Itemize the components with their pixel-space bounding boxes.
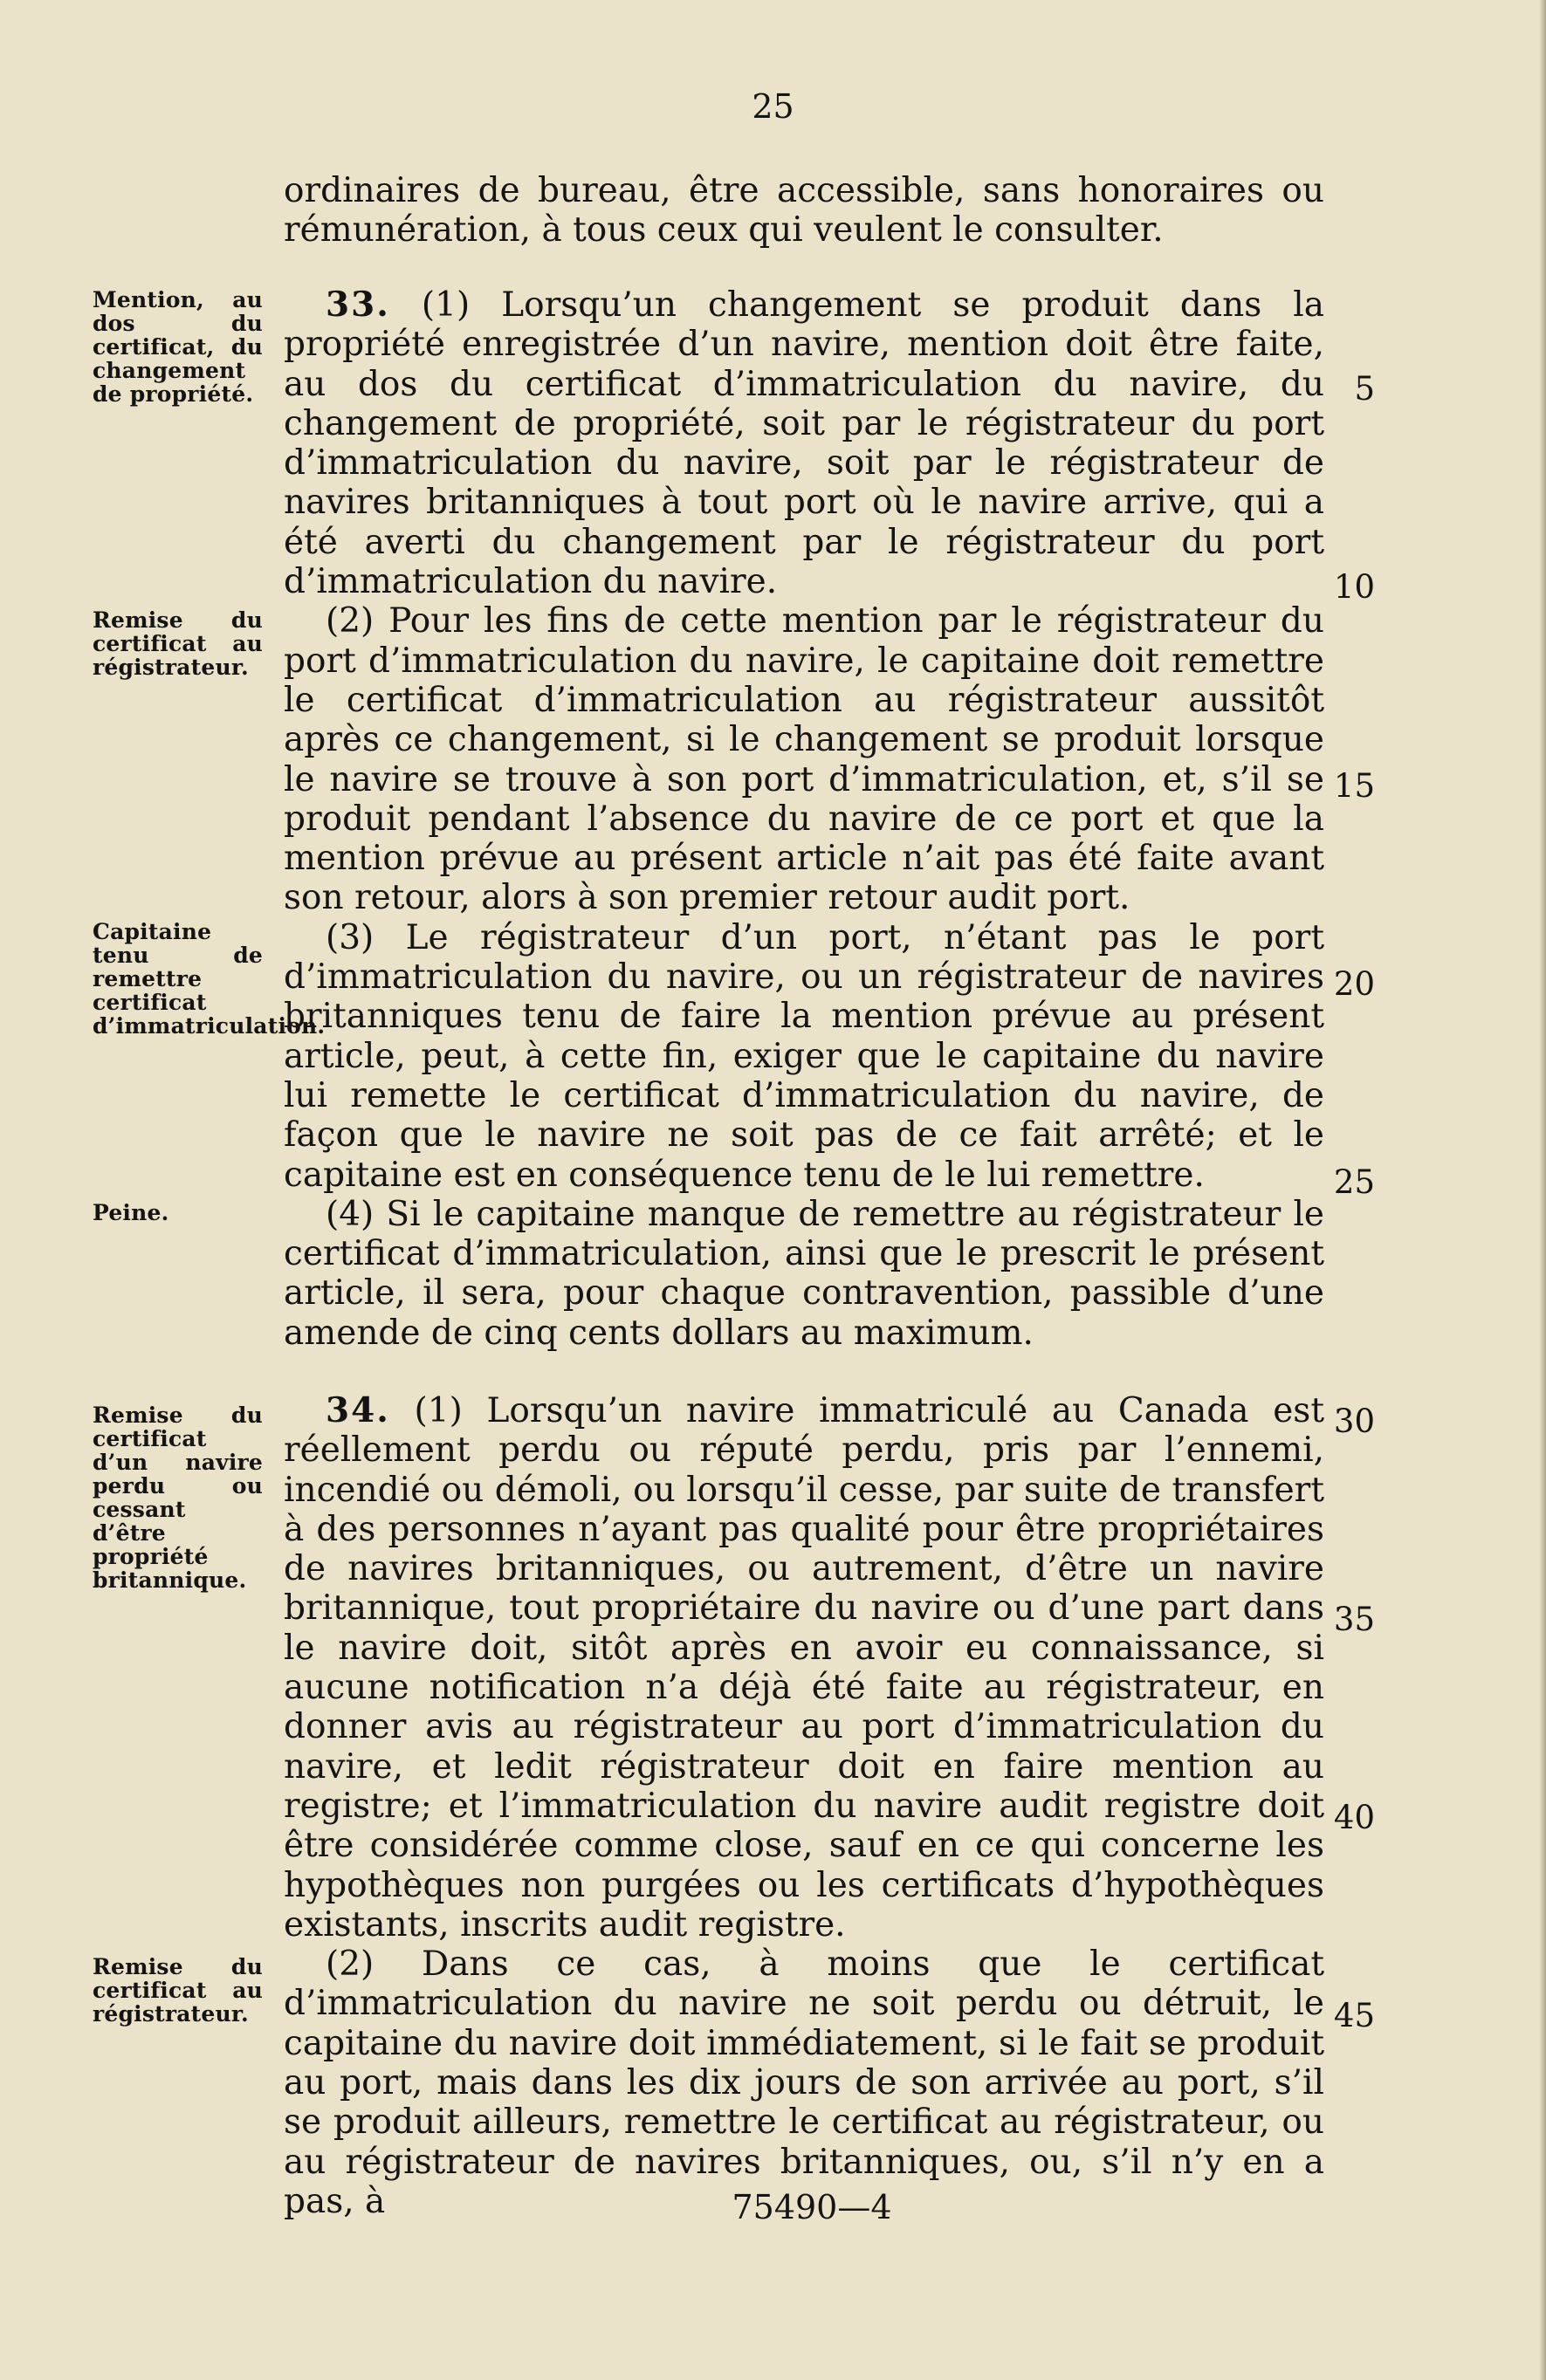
line-number-35: 35 — [1333, 1601, 1375, 1638]
line-number-45: 45 — [1333, 1997, 1375, 2034]
footer-print-code: 75490—4 — [732, 2188, 892, 2226]
continuation-block — [284, 171, 1324, 250]
section-33-para-1-text: (1) Lorsqu’un changement se produit dans la propriété enregistrée d’un navire, mention doit être faite, au dos du certificat d’immatriculation du navire, du changement de propriété, soit par le régistrateur du port d’immatriculation du navire, soit par le régistrateur de navires britanniques à tout port où le navire arrive, qui a été averti du changement par le régistrateur du port d’immatriculation du navire. — [284, 285, 1324, 602]
page-edge-shadow — [1539, 0, 1546, 2380]
section-33 — [284, 285, 1324, 1353]
margin-note-remise-registrateur: Remise du certificat au régistrateur. — [93, 607, 263, 680]
section-33-para-4: (4) Si le capitaine manque de remettre au régistrateur le certificat d’immatriculation, ainsi que le prescrit le présent article, il sera, pour chaque contravention, passible d’une amende de cinq cents dollars au maximum. — [284, 1194, 1324, 1353]
margin-note-peine: Peine. — [93, 1200, 169, 1225]
section-33-para-3: (3) Le régistrateur d’un port, n’étant pas le port d’immatriculation du navire, ou un régistrateur de navires britanniques tenu de faire la mention prévue au présent article, peut, à cette fin, exiger que le capitaine du navire lui remette le certificat d’immatriculation du navire, de façon que le navire ne soit pas de ce fait arrêté; et le capitaine est en conséquence tenu de le lui remettre. — [284, 917, 1324, 1195]
section-33-number: 33. — [326, 285, 390, 325]
continuation-paragraph: ordinaires de bureau, être accessible, sans honoraires ou rémunération, à tous ceux qui veulent le consulter. — [284, 171, 1324, 250]
line-number-30: 30 — [1333, 1403, 1375, 1440]
section-33-para-2: (2) Pour les fins de cette mention par le régistrateur du port d’immatriculation du navire, le capitaine doit remettre le certificat d’immatriculation au régistrateur aussitôt après ce changement, si le changement se produit lorsque le navire se trouve à son port d’immatriculation, et, s’il se produit pendant l’absence du navire de ce port et que la mention prévue au présent article n’ait pas été faite avant son retour, alors à son premier retour audit port. — [284, 601, 1324, 918]
section-34-para-2: (2) Dans ce cas, à moins que le certificat d’immatriculation du navire ne soit perdu ou détruit, le capitaine du navire doit immédiatement, si le fait se produit au port, mais dans les dix jours de son arrivée au port, s’il se produit ailleurs, remettre le certificat au régistrateur, ou au régistrateur de navires britanniques, ou, s’il n’y en a pas, à — [284, 1944, 1324, 2221]
section-34-para-1-text: (1) Lorsqu’un navire immatriculé au Canada est réellement perdu ou réputé perdu, pris par l’ennemi, incendié ou démoli, ou lorsqu’il cesse, par suite de transfert à des personnes n’ayant pas qualité pour être propriétaires de navires britanniques, ou autrement, d’être un navire britannique, tout propriétaire du navire ou d’une part dans le navire doit, sitôt après en avoir eu connaissance, si aucune notification n’a déjà été faite au régistrateur, en donner avis au régistrateur au port d’immatriculation du navire, et ledit régistrateur doit en faire mention au registre; et l’immatriculation du navire audit registre doit être considérée comme close, sauf en ce qui concerne les hypothèques non purgées ou les certificats d’hypothèques existants, inscrits audit registre. — [284, 1391, 1324, 1944]
page-number: 25 — [752, 87, 794, 126]
line-number-20: 20 — [1333, 965, 1375, 1003]
margin-note-remise-certificat: Remise du certificat au régistrateur. — [93, 1954, 263, 2027]
line-number-25: 25 — [1333, 1163, 1375, 1201]
section-34 — [284, 1391, 1324, 2221]
line-number-40: 40 — [1333, 1799, 1375, 1836]
margin-note-navire-perdu: Remise du certificat d’un navire perdu ou cessant d’être propriété britannique. — [93, 1403, 263, 1593]
section-34-para-1 — [284, 1391, 1324, 1944]
section-33-para-1 — [284, 285, 1324, 601]
line-number-5: 5 — [1354, 370, 1375, 408]
line-number-15: 15 — [1333, 767, 1375, 805]
section-34-number: 34. — [326, 1390, 390, 1430]
margin-note-capitaine: Capitaine tenu de remettre certificat d’immatriculation. — [93, 919, 326, 1039]
margin-note-mention: Mention, au dos du certificat, du changement de propriété. — [93, 287, 263, 407]
line-number-10: 10 — [1333, 568, 1375, 606]
